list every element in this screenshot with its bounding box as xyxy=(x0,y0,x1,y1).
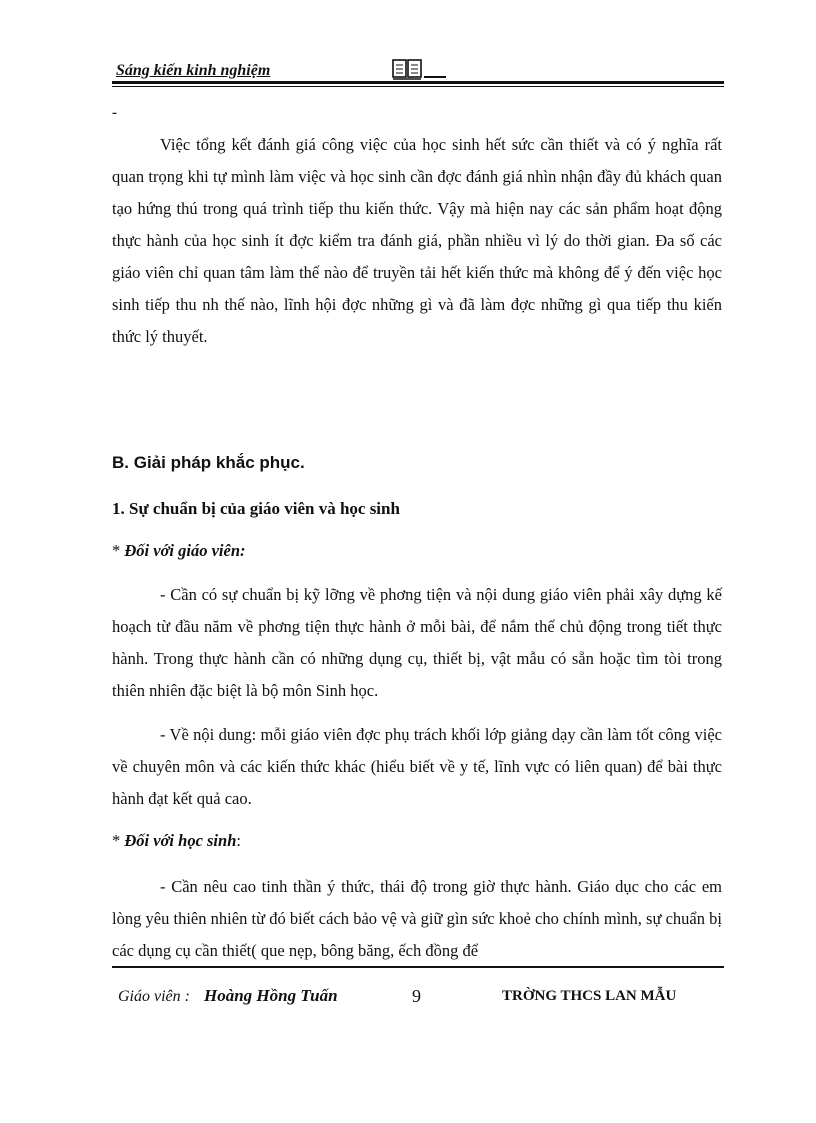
teacher-prefix: * xyxy=(112,541,125,560)
teacher-label: Đối với giáo viên: xyxy=(124,541,246,560)
book-icon xyxy=(392,58,422,80)
paragraph-teacher-preparation: - Cần có sự chuẩn bị kỹ lỡng về phơng tiện và nội dung giáo viên phải xây dựng kế hoạch từ đầu năm về phơng tiện thực hành ở mỗi bài, để nắm thế chủ động trong tiết thực hành. Trong thực hành cần có những dụng cụ, thiết bị, vật mẫu có sẵn hoặc tìm tòi trong thiên nhiên đặc biệt là bộ môn Sinh học. xyxy=(112,585,722,700)
paragraph-assessment: Việc tổng kết đánh giá công việc của học sinh hết sức cần thiết và có ý nghĩa rất quan trọng khi tự mình làm việc và học sinh cần đợc đánh giá nhìn nhận đầy đủ khách quan tạo hứng thú trong quá trình tiếp thu kiến thức. Vậy mà hiện nay các sản phẩm hoạt động thực hành của học sinh ít đợc kiểm tra đánh giá, phần nhiều vì lý do thời gian. Đa số các giáo viên chỉ quan tâm làm thế nào để truyền tải hết kiến thức mà không để ý đến việc học sinh tiếp thu nh thế nào, lĩnh hội đợc những gì và đã làm đợc những gì qua tiếp thu kiến thức lý thuyết. xyxy=(112,135,722,346)
student-subheading xyxy=(112,831,241,851)
header-rule-thin xyxy=(112,86,724,87)
page-number: 9 xyxy=(412,986,421,1006)
subsection-heading-1: 1. Sự chuẩn bị của giáo viên và học sinh xyxy=(112,499,400,518)
page-footer xyxy=(112,986,724,1016)
student-suffix: : xyxy=(236,831,241,850)
header-title: Sáng kiến kinh nghiệm xyxy=(116,62,271,79)
paragraph-student: - Cần nêu cao tinh thần ý thức, thái độ trong giờ thực hành. Giáo dục cho các em lòng yêu thiên nhiên từ đó biết cách bảo vệ và giữ gìn sức khoẻ cho chính mình, sự chuẩn bị các dụng cụ cần thiết( que nẹp, bông băng, ếch đồng để xyxy=(112,877,722,960)
student-label: Đối với học sinh xyxy=(124,831,237,850)
paragraph-teacher-content: - Về nội dung: mỗi giáo viên đợc phụ trách khối lớp giảng dạy cần làm tốt công việc về chuyên môn và các kiến thức khác (hiểu biết về y tế, lĩnh vực có liên quan) để bài thực hành đạt kết quả cao. xyxy=(112,725,722,808)
footer-rule xyxy=(112,966,724,968)
footer-school: TRỜNG THCS LAN MẪU xyxy=(502,988,677,1004)
footer-role: Giáo viên : xyxy=(118,988,190,1005)
section-heading-b: B. Giải pháp khắc phục. xyxy=(112,453,305,472)
header-dash xyxy=(424,76,446,78)
header-rule xyxy=(112,81,724,84)
footer-author-name: Hoàng Hồng Tuấn xyxy=(204,986,338,1005)
student-prefix: * xyxy=(112,831,125,850)
bullet-dash: - xyxy=(112,105,117,121)
teacher-subheading xyxy=(112,541,246,561)
